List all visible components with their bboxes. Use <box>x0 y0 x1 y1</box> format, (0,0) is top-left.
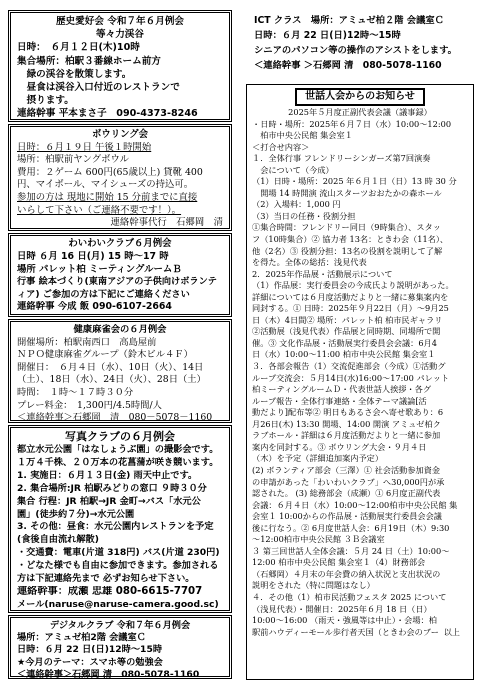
digital-line: 場所：アミュゼ柏2階 会議室Ｃ <box>17 632 146 644</box>
ict-contact: ＜連絡幹事 ＞石郷岡 清 080-5078-1160 <box>254 60 442 71</box>
photo-line: 集合 行程：JR 柏駅→JR 金町→バス「水元公 <box>17 495 201 507</box>
notice-line: ラブホール・詳細は６月度活動だよりと一緒に参加 <box>252 430 441 441</box>
photo-line: ・どなた様でも自由に参加できます。参加される <box>17 560 219 572</box>
notice-line: （2）入場料：1,000 円 <box>252 199 341 210</box>
bowling-line: 場所：柏駅前ヤングボウル <box>17 154 129 166</box>
notice-line: 後に行なう。② 6月度世話人会：6月19日（木）9:30 <box>252 522 450 533</box>
wawai-club-title: わいわいクラブ６月例会 <box>68 238 172 249</box>
notice-line: ～12:00柏市中央公民館 ３Ｂ会議室 <box>252 534 385 545</box>
history-contact: 連絡幹事 平本まさ子 090-4373-8246 <box>17 108 198 120</box>
photo-line: (食後自由流れ解散) <box>17 534 99 546</box>
health-mahjong-box <box>8 319 232 423</box>
history-line: 日時： ６月１２日(木)10時 <box>17 42 140 54</box>
notice-line: 会議：６月４日（水）10:00～12:00柏市中央公民館 集 <box>252 499 458 510</box>
notice-line: (2) ボランティア部会（三澤）① 社会活動参加資金 <box>252 464 441 475</box>
notice-line: 日（木）4日間② 場所：パレット柏 柏市民ギャラリ <box>252 314 443 325</box>
notice-line: 動だより]配布等② 明日もあるさ会へ寄せ歌あり：6 <box>252 407 444 418</box>
photo-line: 2. 集合場所:JR 柏駅みどりの窓口 ９時３０分 <box>17 482 207 494</box>
notice-line: 2．2025年作品展・活動展示について <box>252 268 393 279</box>
bowling-club-box <box>8 124 232 231</box>
notice-line: 会室１ 10:00からの作品展・活動展実行委員会会議 <box>252 511 442 522</box>
digital-line: 日時：６月 22 日(日)12時～15時 <box>17 644 163 656</box>
digital-line: ★今月のテーマ：スマホ等の勉強会 <box>17 656 163 668</box>
notice-line: 開場 14 時開演 流山スターツおおたかの森ホール <box>252 187 442 198</box>
photo-contact: 連絡幹事：成瀬 忠雄 080-6615-7707 <box>17 585 203 597</box>
ict-line: シニアのパソコン等の操作のアシストをします。 <box>254 45 457 56</box>
photo-line: 1. 実施日：６月１３日(金) 雨天中止です。 <box>17 469 198 481</box>
health-line: 時間： １時～１７時３０分 <box>17 386 134 398</box>
notice-line: ・日時・場所：2025年６月７日（水）10:00～12:00 <box>252 118 452 129</box>
history-club-title: 歴史愛好会 令和７年６月例会 <box>55 16 185 27</box>
notice-line: （1）日時・場所：2025 年６月１日（日）13 時 30 分 <box>252 176 457 187</box>
health-mahjong-title: 健康麻雀会の６月例会 <box>73 324 167 335</box>
photo-club-box <box>8 425 232 613</box>
health-line: プレー料金： 1,300円/4.5時間/人 <box>17 399 162 411</box>
ict-line: 日時：６月 22 日(日)12時～15時 <box>254 30 401 41</box>
bowling-line: 日時：６月１９日 午後１時開始 <box>17 141 152 153</box>
notice-line: 催。③ 文化作品展・活動展実行委員会会議：6月4 <box>252 337 437 348</box>
bowling-line: いらして下さい（ご連絡不要です！）。 <box>17 204 182 216</box>
history-line: 摂ります。 <box>17 95 74 107</box>
photo-email[interactable]: メール(naruse@naruse-camera.good.sc) <box>17 598 219 610</box>
notice-line: 他（2名）③ 役割分担：13名の役割を説明して了解 <box>252 245 443 256</box>
notice-line: 案内を同封する。③ ボウリング大会・９月４日 <box>252 441 427 452</box>
notice-line: 会について（今成） <box>252 164 334 175</box>
notice-line: ３．各部会報告（1）交流促進部会（今成）①活動グ <box>252 361 446 372</box>
notice-line: 詳細については６月度活動だよりと一緒に募集案内を <box>252 291 449 302</box>
notice-line: １．全体行事 フレンドリーシンガーズ第7回演奏 <box>252 153 431 164</box>
notice-line: （1）作品展：実行委員会の今成氏より説明があった。 <box>252 280 454 291</box>
photo-line: 3. その他：昼食：水元公園内レストランを予定 <box>17 521 214 533</box>
notice-line: ②活動展（浅見代表）作品展と同時期、同場所で開 <box>252 326 441 337</box>
digital-club-title: デジタルクラブ 令和７年６月例会 <box>49 620 191 631</box>
health-line: ＮＰＯ健康麻雀グループ（鈴木ビル４Ｆ） <box>17 349 193 361</box>
ict-class-box <box>248 10 474 78</box>
bowling-line: 参加の方は 現地に開始 15 分前までに直接 <box>17 191 198 203</box>
notice-line: 月26日(木) 13:30 開場、14:00 開演 アミュゼ柏ク <box>252 418 441 429</box>
wawai-line: 行事 絵本づくり(東南アジアの子供向けボランティア) ご参加の方は下記にご連絡ください <box>17 276 217 300</box>
notice-line: 10:00～16:00 （雨天・強風等は中止）・会場：柏 <box>252 615 437 626</box>
health-line: （土）、18日（水）、24日（火）、28日（土） <box>17 374 206 386</box>
health-line: 開催場所：柏駅南西口 高島屋前 <box>17 336 157 348</box>
notice-line: （木）を予定（詳細追加案内予定） <box>252 453 384 464</box>
history-club-box <box>8 10 232 122</box>
notice-line: の申請があった「わいわいクラブ」へ30,000円が承 <box>252 476 445 487</box>
health-line: 開催日： ６月４日（水）、10日（火）、14日 <box>17 361 204 373</box>
notice-line: （3）当日の任務・役割分担 <box>252 210 356 221</box>
history-line: 集合場所：柏駅３番線ホーム前方 <box>17 55 161 67</box>
notice-closing: 以上 <box>443 626 460 637</box>
notice-line: 説明をされた（特に問題はなし） <box>252 580 375 591</box>
notice-subtitle: 2025年５月度正副代表会議（議事録） <box>288 107 432 117</box>
notice-line: ループ報告・全体行事連絡・全体テーマ議論[活 <box>252 395 427 406</box>
wawai-line: 日時 ６月 16 日(月) 15 時～17 時 <box>17 250 169 262</box>
notice-line: ループ交流会：５月14日(水)16:00～17:00 パレット <box>252 372 450 383</box>
notice-line: ①集合時間：フレンドリー同日（9時集合）、スタッ <box>252 222 441 233</box>
notice-line: を得た。全体の総括：浅見代表 <box>252 257 367 268</box>
notice-title: 世話人会からのお知らせ <box>295 88 425 106</box>
notice-line: （浅見代表）・開催日：2025年６月 18 日（日） <box>252 603 432 614</box>
notice-line: ＜打合せ内容＞ <box>252 141 310 152</box>
wawai-line: 場所 パレット柏 ミーティングルームＢ <box>17 263 182 275</box>
ict-line: ICT クラス 場所：アミュゼ柏２階 会議室Ｃ <box>254 15 444 26</box>
notice-line: 12:00 柏市中央公民館 集会室１（4）財務部会 <box>252 557 426 568</box>
wawai-club-box <box>8 233 232 317</box>
notice-line: フ（10時集合）② 協力者 13名：ときわ会（11名）、 <box>252 234 449 245</box>
notice-line: ３ 第三回世話人全体会議：５月 24 日（土）10:00～ <box>252 545 450 556</box>
bowling-line: 円、マイボール、マイシューズの持込可。 <box>17 179 194 191</box>
history-club-subtitle: 等々力渓谷 <box>96 29 144 41</box>
photo-line: 園」(徒歩約７分)→水元公園 <box>17 508 135 520</box>
bowling-contact: 連絡幹事代行 石郷岡 清 <box>110 217 223 229</box>
bowling-line: 費用：２ゲーム 600円(65歳以上) 貸靴 400 <box>17 166 203 178</box>
digital-club-box <box>8 615 232 679</box>
notice-line: 認された。 (3) 総務部会（成瀬）① 6月度正副代表 <box>252 488 441 499</box>
notice-line: （石郷岡）４月末の年会費の納入状況と支出状況の <box>252 568 441 579</box>
history-line: 緑の渓谷を散策します。 <box>17 68 132 80</box>
digital-contact: ＜連絡幹事＞石郷岡 清 080-5078-1160 <box>17 668 200 680</box>
notice-line: 日（水）10:00～11:00 柏市中央公民館 集会室１ <box>252 349 436 360</box>
bowling-club-title: ボウリング会 <box>91 129 149 140</box>
photo-line: 都立水元公園「はなしょうぶ園」の撮影会です。 <box>17 444 219 455</box>
photo-line: 方は下記連絡先まで 必ずお知らせ下さい。 <box>17 573 195 585</box>
wawai-contact: 連絡幹事 今成 飯 090-6107-2664 <box>17 301 172 313</box>
notice-line: 柏市中央公民館 集会室１ <box>252 130 353 141</box>
notice-title-wrap <box>252 88 468 106</box>
photo-line: ・交通費：電車(片道 318円) バス(片道 230円) <box>17 547 220 559</box>
photo-club-title: 写真クラブの６月例会 <box>65 430 175 443</box>
notice-line: 柏ミーティングルームＤ・代表世話人挨拶・各グ <box>252 384 432 395</box>
history-line: 昼食は渓谷入口付近のレストランで <box>17 82 180 94</box>
notice-line: 駅前ハウディーモール歩行者天国（ときわ会のブー <box>252 626 439 637</box>
photo-line: １万４千株、２０万本の花菖蒲が咲き競います。 <box>17 456 219 468</box>
health-contact: ＜連絡幹事＞石郷岡 清 080－5078－1160 <box>17 412 213 424</box>
notice-box <box>246 84 474 680</box>
notice-last-row <box>252 627 468 639</box>
notice-line: 同封する。① 日時：2025年９月22日（月）～9月25 <box>252 303 449 314</box>
notice-line: ４．その他（1）柏市民活動フェスタ 2025 について <box>252 591 447 602</box>
